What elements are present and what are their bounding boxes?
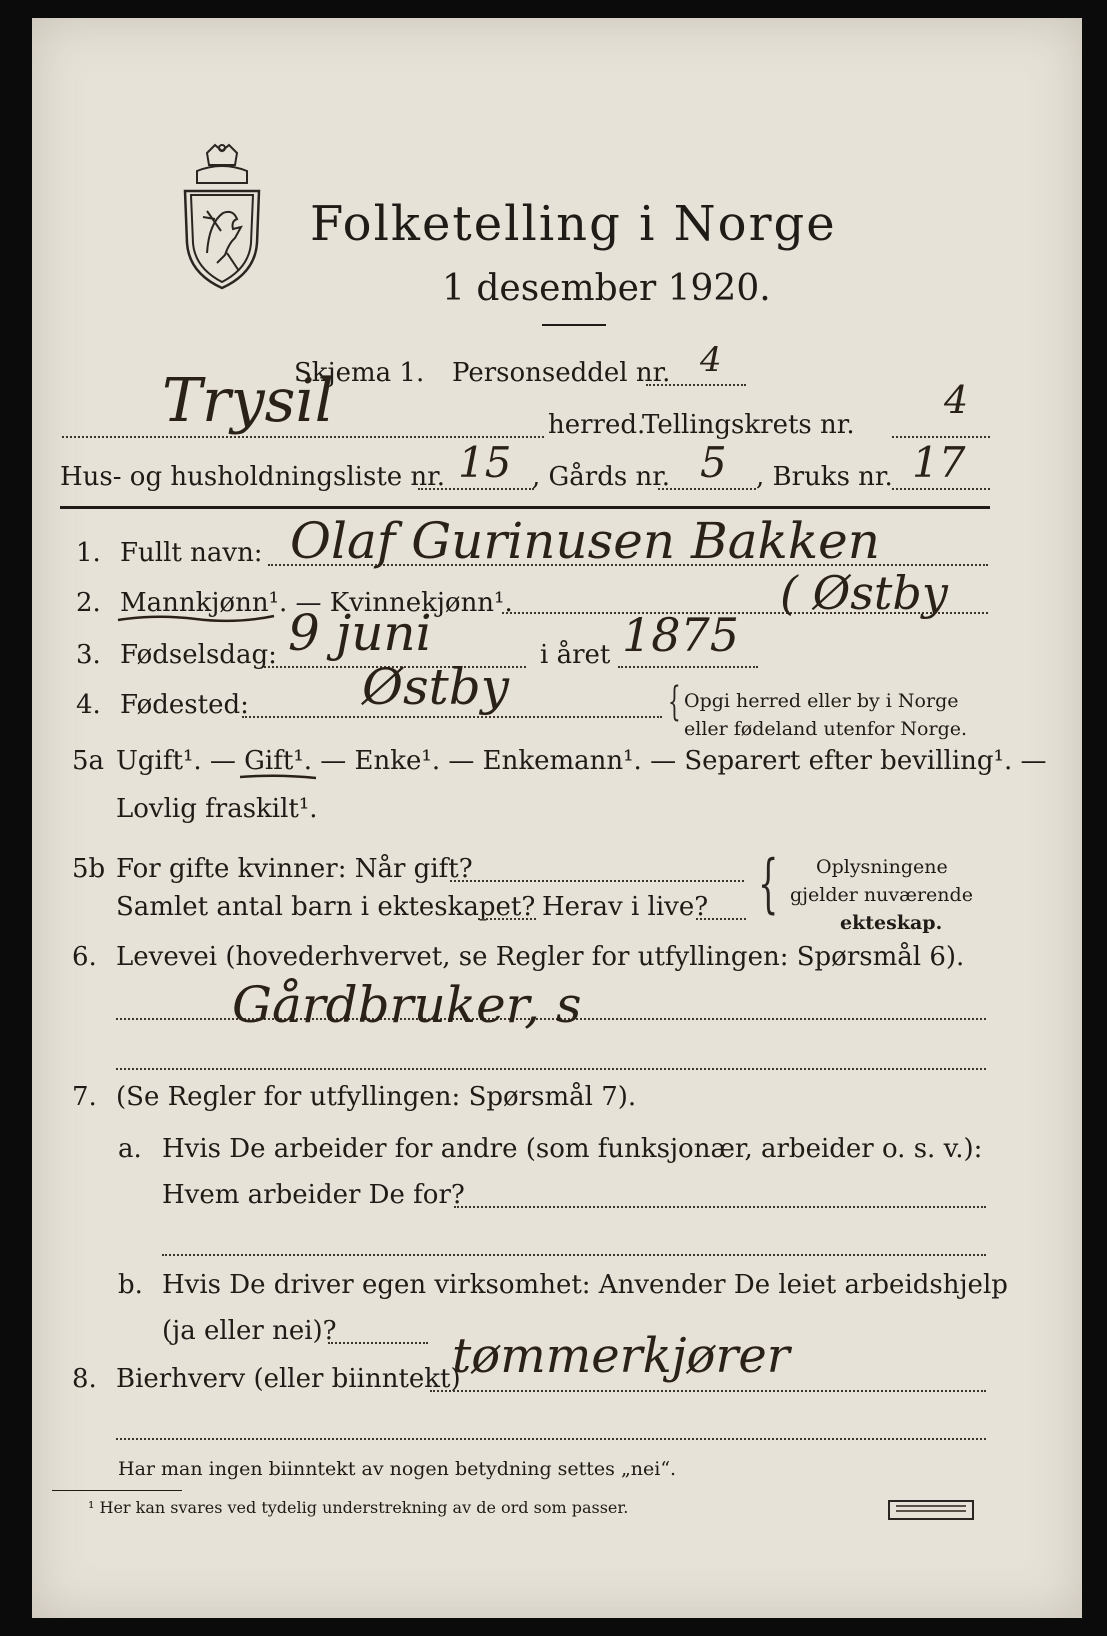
personseddel-field: [646, 384, 746, 386]
title-divider: [542, 324, 606, 326]
q5b-number: 5b: [72, 854, 106, 884]
year-label: i året: [540, 640, 611, 670]
full-name-value: Olaf Gurinusen Bakken: [290, 512, 880, 570]
q5b-note-line1: Oplysningene: [816, 856, 948, 878]
q7b-hired-help-label: (ja eller nei)?: [162, 1316, 337, 1346]
q7a-letter: a.: [118, 1134, 142, 1164]
birthplace-value: Østby: [362, 658, 509, 716]
hired-help-field: [328, 1342, 428, 1344]
side-income-field: [430, 1390, 986, 1392]
q5b-brace: {: [758, 847, 779, 921]
q8-label: Bierhverv (eller biinntekt): [116, 1364, 461, 1394]
hus-field: [418, 488, 534, 490]
q6-label: Levevei (hovederhvervet, se Regler for utfyllingen: Spørsmål 6).: [116, 942, 965, 972]
q5a-marital-options: Ugift¹. — Gift¹. — Enke¹. — Enkemann¹. — Separert efter bevilling¹. —: [116, 746, 1047, 776]
occupation-field-2: [116, 1068, 986, 1070]
herred-label: herred.: [548, 410, 646, 440]
coat-of-arms-icon: [177, 143, 267, 293]
gender-underline-mark: [116, 612, 276, 626]
tellingskrets-label: Tellingskrets nr.: [642, 410, 855, 440]
personseddel-value: 4: [700, 340, 722, 380]
when-married-field: [450, 880, 744, 882]
q7-number: 7.: [72, 1082, 97, 1112]
q4-label: Fødested:: [120, 690, 249, 720]
q3-number: 3.: [76, 640, 101, 670]
q2-number: 2.: [76, 588, 101, 618]
birthplace-note-value: ( Østby: [780, 566, 948, 620]
q5a-divorced-option: Lovlig fraskilt¹.: [116, 794, 318, 824]
q4-brace: {: [668, 679, 681, 725]
hus-label: Hus- og husholdningsliste nr.: [60, 462, 446, 492]
children-alive-field: [696, 918, 746, 920]
birth-year-value: 1875: [622, 608, 740, 662]
form-title: Folketelling i Norge: [310, 196, 837, 252]
q4-note-line2: eller fødeland utenfor Norge.: [684, 718, 968, 740]
q7a-label: Hvis De arbeider for andre (som funksjonær, arbeider o. s. v.):: [162, 1134, 983, 1164]
q5a-number: 5a: [72, 746, 105, 776]
footnote-rule: [52, 1490, 182, 1491]
side-income-value: tømmerkjører: [452, 1328, 790, 1384]
gards-value: 5: [700, 438, 727, 487]
tellingskrets-value: 4: [944, 378, 969, 422]
footnote: ¹ Her kan svares ved tydelig understrekning av de ord som passer.: [88, 1498, 629, 1517]
footer-note: Har man ingen biinntekt av nogen betydning settes „nei“.: [118, 1458, 677, 1480]
birth-year-field: [618, 666, 758, 668]
bruks-label: , Bruks nr.: [756, 462, 893, 492]
personseddel-label: Personseddel nr.: [452, 358, 671, 388]
q2-gender-options: Mannkjønn¹. — Kvinnekjønn¹.: [120, 588, 513, 618]
birthplace-field: [242, 716, 662, 718]
census-form: [32, 18, 1082, 1618]
employer-field: [454, 1206, 986, 1208]
employer-field-2: [162, 1254, 986, 1256]
birthday-value: 9 juni: [288, 604, 432, 662]
bruks-value: 17: [912, 438, 966, 487]
bruks-field: [892, 488, 990, 490]
schema-label: Skjema 1.: [294, 358, 425, 388]
gards-field: [658, 488, 756, 490]
children-count-field: [478, 918, 536, 920]
q4-number: 4.: [76, 690, 101, 720]
q7b-letter: b.: [118, 1270, 143, 1300]
herred-value: Trysil: [162, 366, 334, 436]
q5b-children-label: Samlet antal barn i ekteskapet?: [116, 892, 536, 922]
census-date: 1 desember 1920.: [442, 268, 771, 309]
q7a-employer-label: Hvem arbeider De for?: [162, 1180, 465, 1210]
gards-label: , Gårds nr.: [532, 462, 671, 492]
section-divider: [60, 506, 990, 509]
q7b-label: Hvis De driver egen virksomhet: Anvender De leiet arbeidshjelp: [162, 1270, 1008, 1300]
q4-note-line1: Opgi herred eller by i Norge: [684, 690, 959, 712]
q3-label: Fødselsdag:: [120, 640, 277, 670]
q1-number: 1.: [76, 538, 101, 568]
printer-stamp-icon: [888, 1500, 974, 1520]
occupation-value: Gårdbruker, s: [232, 976, 582, 1034]
q5b-note-line3: ekteskap.: [840, 912, 943, 934]
q5b-note-line2: gjelder nuværende: [790, 884, 973, 906]
side-income-field-2: [116, 1438, 986, 1440]
q6-number: 6.: [72, 942, 97, 972]
q5b-alive-label: Herav i live?: [542, 892, 709, 922]
q5b-label: For gifte kvinner: Når gift?: [116, 854, 473, 884]
q8-number: 8.: [72, 1364, 97, 1394]
hus-value: 15: [458, 438, 512, 487]
married-underline-mark: [238, 772, 318, 782]
q1-label: Fullt navn:: [120, 538, 263, 568]
q7-label: (Se Regler for utfyllingen: Spørsmål 7).: [116, 1082, 637, 1112]
